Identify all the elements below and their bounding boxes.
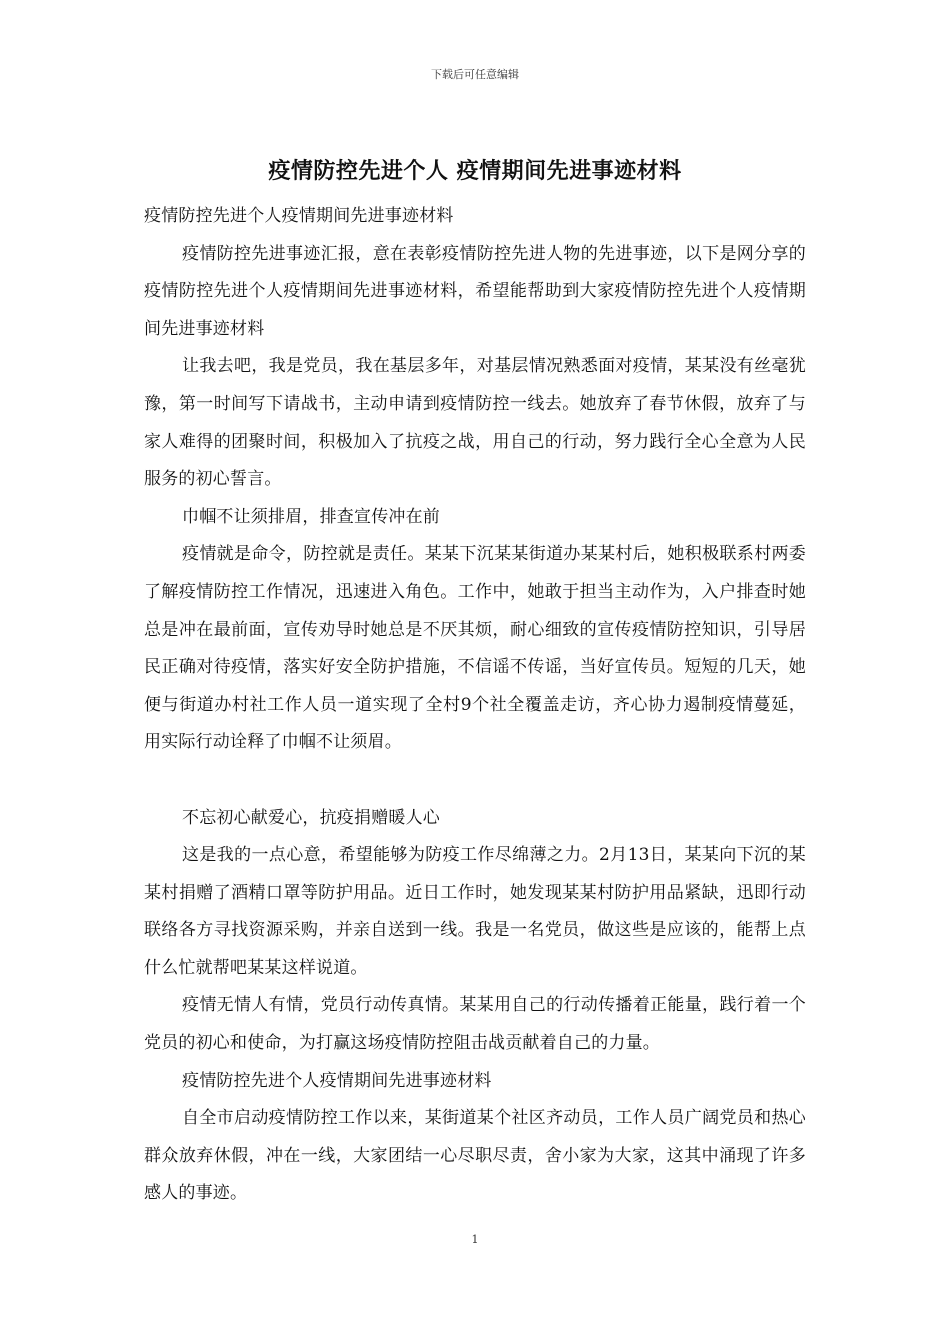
- section-heading: 巾帼不让须排眉，排查宣传冲在前: [182, 506, 440, 527]
- section-heading: 不忘初心献爱心，抗疫捐赠暖人心: [182, 807, 440, 828]
- intro-paragraph: 疫情防控先进事迹汇报，意在表彰疫情防控先进人物的先进事迹，以下是网分享的疫情防控先进个人疫情期间先进事迹材料，希望能帮助到大家疫情防控先进个人疫情期间先进事迹材料: [144, 243, 806, 339]
- subtitle-paragraph: 疫情防控先进个人疫情期间先进事迹材料: [144, 206, 454, 226]
- body-paragraph: 疫情就是命令，防控就是责任。某某下沉某某街道办某某村后，她积极联系村两委了解疫情防控工作情况，迅速进入角色。工作中，她敢于担当主动作为，入户排查时她总是冲在最前面，宣传劝导时她总是不厌其烦，耐心细致的宣传疫情防控知识，引导居民正确对待疫情，落实好安全防护措施，不信谣不传谣，当好宣传员。短短的几天，她便与街道办村社工作人员一道实现了全村9个社全覆盖走访，齐心协力遏制疫情蔓延，用实际行动诠释了巾帼不让须眉。: [144, 544, 806, 753]
- body-paragraph: 自全市启动疫情防控工作以来，某街道某个社区齐动员，工作人员广阔党员和热心群众放弃休假，冲在一线，大家团结一心尽职尽责，舍小家为大家，这其中涌现了许多感人的事迹。: [144, 1108, 806, 1204]
- page-number: 1: [471, 1233, 479, 1246]
- document-body: [144, 198, 806, 1213]
- body-paragraph: 让我去吧，我是党员，我在基层多年，对基层情况熟悉面对疫情，某某没有丝毫犹豫，第一时间写下请战书，主动申请到疫情防控一线去。她放弃了春节休假，放弃了与家人难得的团聚时间，积极加入了抗疫之战，用自己的行动，努力践行全心全意为人民服务的初心誓言。: [144, 356, 806, 490]
- body-paragraph: 这是我的一点心意，希望能够为防疫工作尽绵薄之力。2月13日，某某向下沉的某某村捐赠了酒精口罩等防护用品。近日工作时，她发现某某村防护用品紧缺，迅即行动联络各方寻找资源采购，并亲自送到一线。我是一名党员，做这些是应该的，能帮上点什么忙就帮吧某某这样说道。: [144, 845, 806, 978]
- page-header-note: 下载后可任意编辑: [431, 68, 519, 81]
- section-heading: 疫情防控先进个人疫情期间先进事迹材料: [182, 1070, 492, 1091]
- body-paragraph: 疫情无情人有情，党员行动传真情。某某用自己的行动传播着正能量，践行着一个党员的初心和使命，为打赢这场疫情防控阻击战贡献着自己的力量。: [144, 995, 806, 1054]
- document-title: 疫情防控先进个人 疫情期间先进事迹材料: [268, 158, 682, 184]
- paragraph-spacer: [144, 762, 806, 800]
